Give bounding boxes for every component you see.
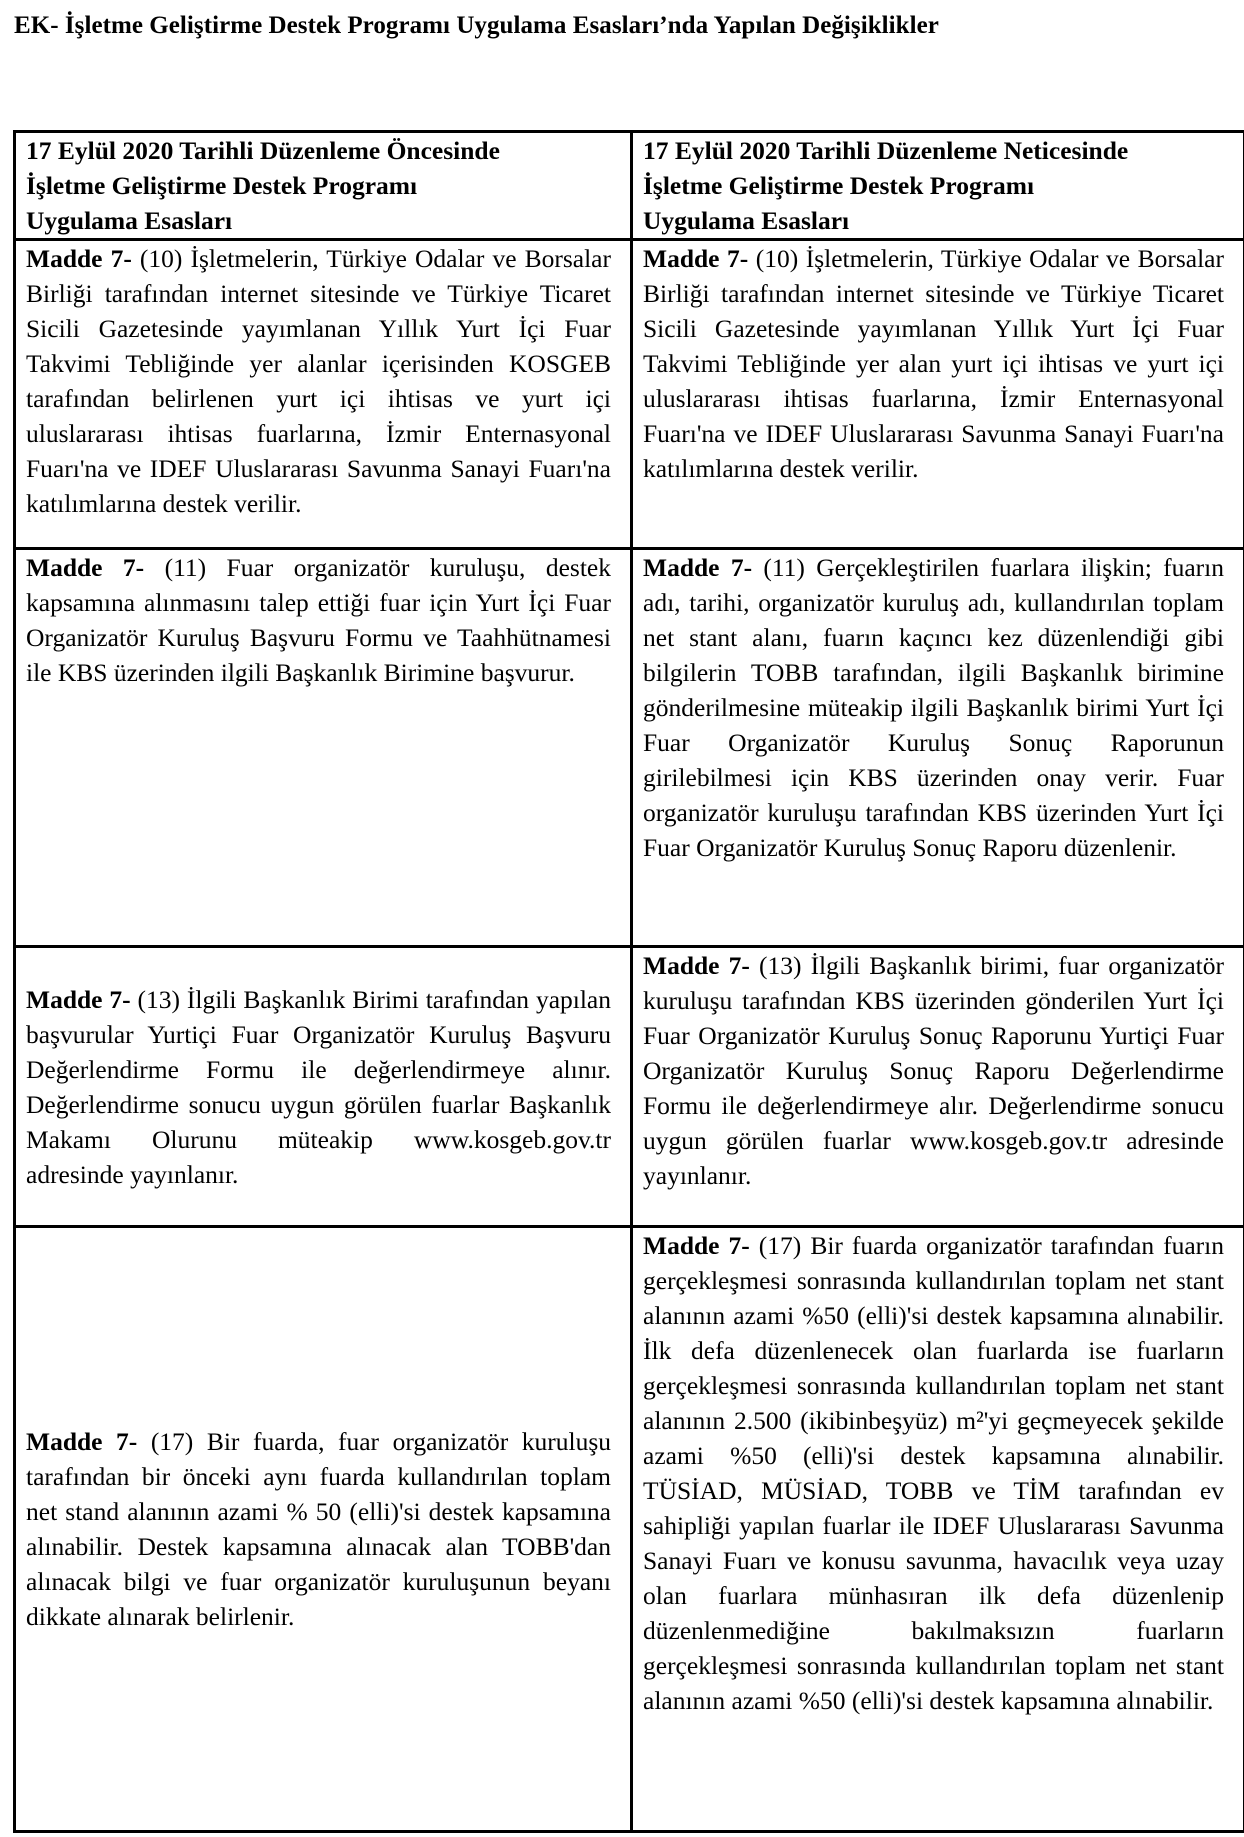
article-label: Madde 7- <box>26 1427 138 1456</box>
article-text: (13) İlgili Başkanlık Birimi tarafından yapılan başvurular Yurtiçi Fuar Organizatör Kuruluş Başvuru Değerlendirme Formu ile değerlendirmeye alınır. Değerlendirme sonucu uygun görülen fuarlar Başkanlık Makamı Olurunu müteakip www.kosgeb.gov.tr adresinde yayınlanır. <box>26 984 611 1189</box>
article-text: (13) İlgili Başkanlık birimi, fuar organizatör kuruluşu tarafından KBS üzerinden gönderilen Yurt İçi Fuar Organizatör Kuruluş Sonuç Raporunu Yurtiçi Fuar Organizatör Kuruluş Sonuç Raporu Değerlendirme Formu ile değerlendirmeye alır. Değerlendirme sonucu uygun görülen fuarlar www.kosgeb.gov.tr adresinde yayınlanır. <box>643 951 1224 1190</box>
cell-before <box>15 240 632 549</box>
table-row <box>15 240 1244 549</box>
article-label: Madde 7- <box>26 984 131 1014</box>
article-text: (11) Gerçekleştirilen fuarlara ilişkin; fuarın adı, tarihi, organizatör kuruluş adı, kullandırılan toplam net stant alanı, fuarın kaçıncı kez düzenlendiği gibi bilgilerin TOBB tarafından, ilgili Başkanlık birimine gönderilmesine müteakip ilgili Başkanlık birimi Yurt İçi Fuar Organizatör Kuruluş Sonuç Raporunun girilebilmesi için KBS üzerinden onay verir. Fuar organizatör kuruluşu tarafından KBS üzerinden Yurt İçi Fuar Organizatör Kuruluş Sonuç Raporu düzenlenir. <box>643 553 1224 862</box>
cell-after <box>632 240 1244 549</box>
document-title: EK- İşletme Geliştirme Destek Programı Uygulama Esasları’nda Yapılan Değişiklikler <box>14 12 939 39</box>
article-label: Madde 7- <box>643 1231 750 1260</box>
table-row <box>15 947 1244 1227</box>
amendments-table <box>13 130 1244 1833</box>
header-line: 17 Eylül 2020 Tarihli Düzenleme Neticesinde <box>643 136 1129 165</box>
header-line: 17 Eylül 2020 Tarihli Düzenleme Öncesinde <box>26 136 500 165</box>
table-row <box>15 1227 1244 1832</box>
cell-after <box>632 549 1244 947</box>
table-row <box>15 549 1244 947</box>
article-text: (11) Fuar organizatör kuruluşu, destek kapsamına alınmasını talep ettiği fuar için Yurt İçi Fuar Organizatör Kuruluş Başvuru Formu ve Taahhütnamesi ile KBS üzerinden ilgili Başkanlık Birimine başvurur. <box>26 553 611 687</box>
article-text: (10) İşletmelerin, Türkiye Odalar ve Borsalar Birliği tarafından internet sitesinde ve Türkiye Ticaret Sicili Gazetesinde yayımlanan Yıllık Yurt İçi Fuar Takvimi Tebliğinde yer alan yurt içi ihtisas ve yurt içi uluslararası ihtisas fuarlarına, İzmir Enternasyonal Fuarı'na ve IDEF Uluslararası Savunma Sanayi Fuarı'na katılımlarına destek verilir. <box>643 244 1224 483</box>
cell-before <box>15 947 632 1227</box>
header-line: İşletme Geliştirme Destek Programı <box>643 171 1035 200</box>
table-header-row <box>15 132 1244 240</box>
header-line: İşletme Geliştirme Destek Programı <box>26 171 418 200</box>
article-label: Madde 7- <box>26 553 145 582</box>
article-label: Madde 7- <box>26 244 132 273</box>
article-text: (17) Bir fuarda, fuar organizatör kuruluşu tarafından bir önceki aynı fuarda kullandırılan toplam net stand alanının azami % 50 (elli)'si destek kapsamına alınabilir. Destek kapsamına alınacak alan TOBB'dan alınacak bilgi ve fuar organizatör kuruluşunun beyanı dikkate alınarak belirlenir. <box>26 1427 611 1631</box>
cell-before <box>15 1227 632 1832</box>
article-label: Madde 7- <box>643 553 753 582</box>
cell-before <box>15 549 632 947</box>
header-before <box>15 132 632 240</box>
header-line: Uygulama Esasları <box>643 206 850 235</box>
article-label: Madde 7- <box>643 244 749 273</box>
article-text: (17) Bir fuarda organizatör tarafından fuarın gerçekleşmesi sonrasında kullandırılan toplam net stant alanının azami %50 (elli)'si destek kapsamına alınabilir. İlk defa düzenlenecek olan fuarlarda ise fuarların gerçekleşmesi sonrasında kullandırılan toplam net stant alanının 2.500 (ikibinbeşyüz) m²'yi geçmeyecek şekilde azami %50 (elli)'si destek kapsamına alınabilir. TÜSİAD, MÜSİAD, TOBB ve TİM tarafından ev sahipliği yapılan fuarlar ile IDEF Uluslararası Savunma Sanayi Fuarı ve konusu savunma, havacılık veya uzay olan fuarlara münhasıran ilk defa düzenlenip düzenlenmediğine bakılmaksızın fuarların gerçekleşmesi sonrasında kullandırılan toplam net stant alanının azami %50 (elli)'si destek kapsamına alınabilir. <box>643 1231 1225 1715</box>
cell-after <box>632 1227 1244 1832</box>
article-text: (10) İşletmelerin, Türkiye Odalar ve Borsalar Birliği tarafından internet sitesinde ve Türkiye Ticaret Sicili Gazetesinde yayımlanan Yıllık Yurt İçi Fuar Takvimi Tebliğinde yer alanlar içerisinden KOSGEB tarafından belirlenen yurt içi ihtisas ve yurt içi uluslararası ihtisas fuarlarına, İzmir Enternasyonal Fuarı'na ve IDEF Uluslararası Savunma Sanayi Fuarı'na katılımlarına destek verilir. <box>26 244 611 518</box>
header-after <box>632 132 1244 240</box>
article-label: Madde 7- <box>643 951 750 980</box>
header-line: Uygulama Esasları <box>26 206 233 235</box>
cell-after <box>632 947 1244 1227</box>
